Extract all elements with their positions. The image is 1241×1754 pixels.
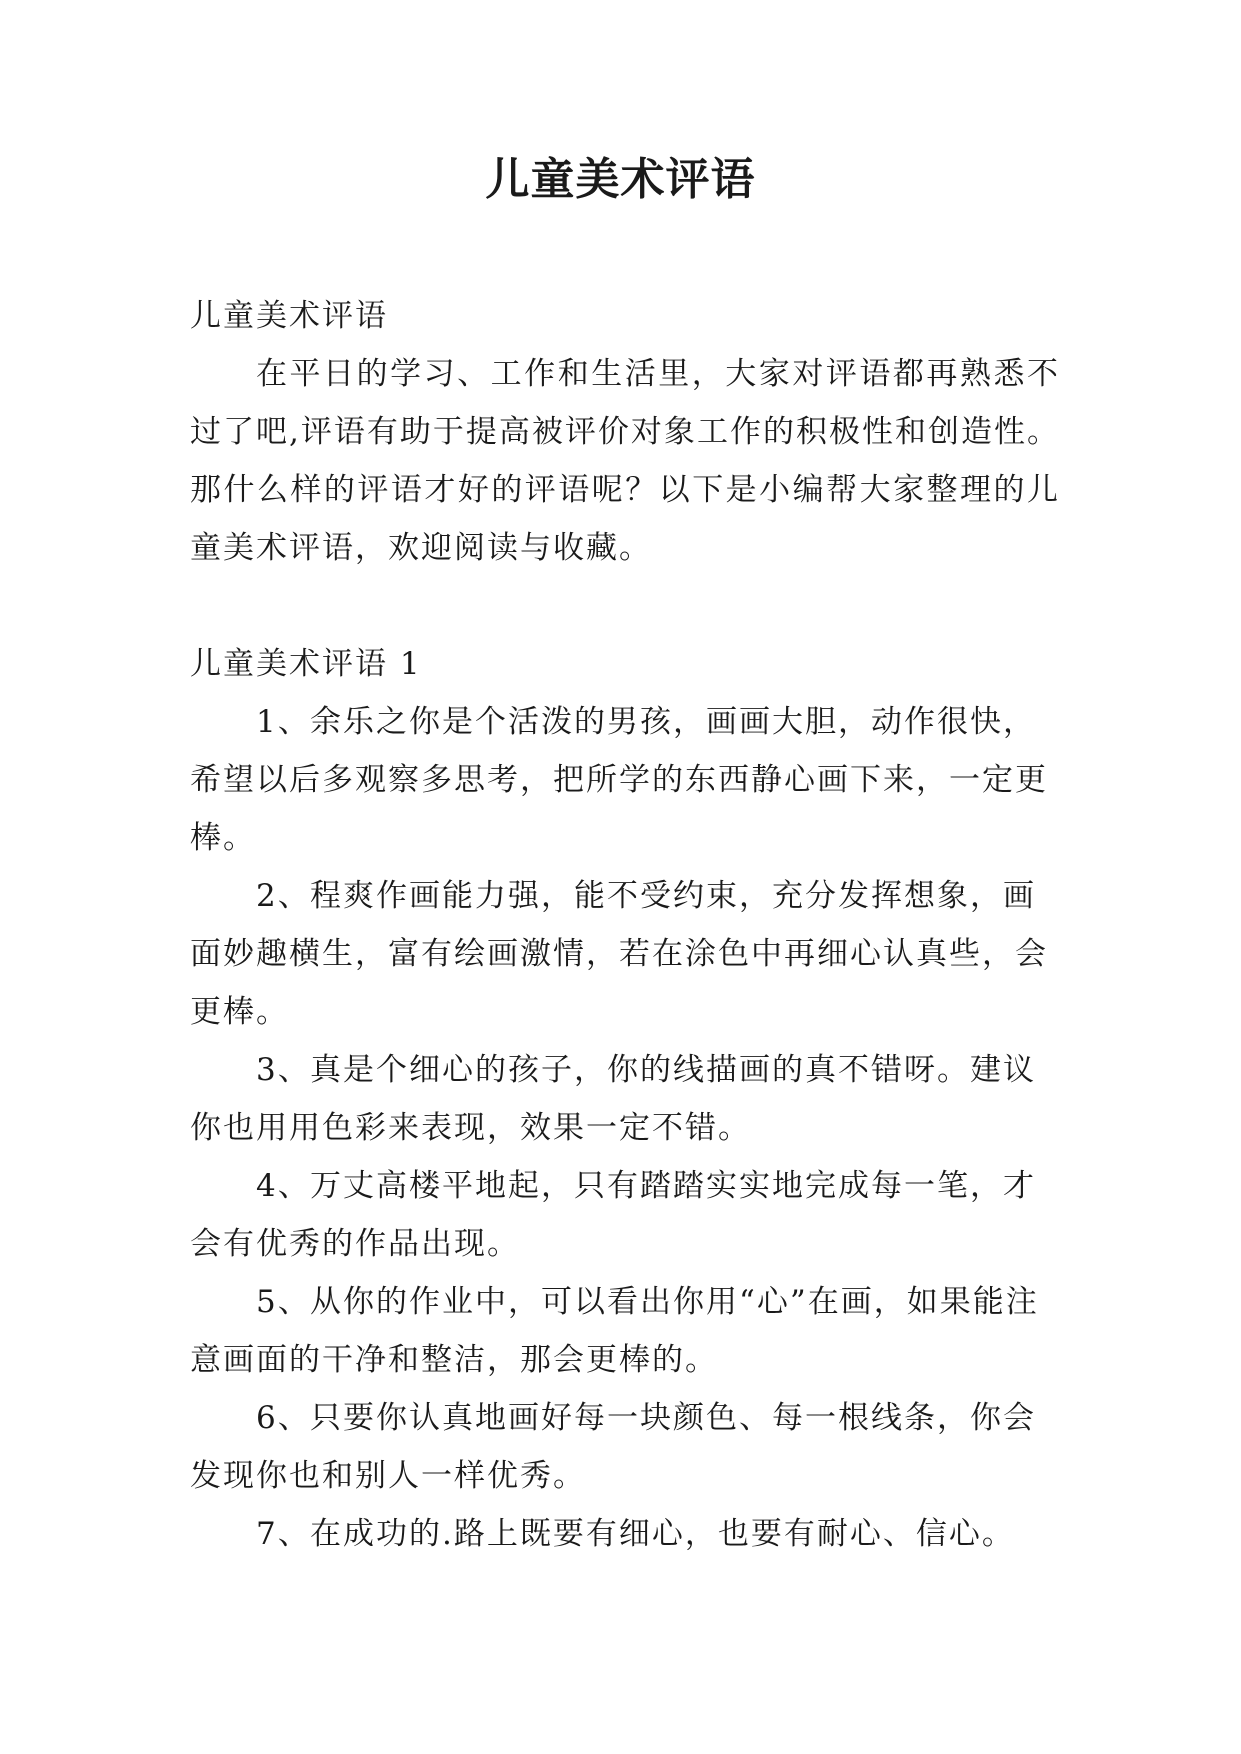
comment-text: 从你的作业中，可以看出你用“心”在画，如果能注意画面的干净和整洁，那会更棒的。 [190,1284,1039,1378]
comment-text: 只要你认真地画好每一块颜色、每一根线条，你会发现你也和别人一样优秀。 [190,1400,1036,1494]
comment-text: 余乐之你是个活泼的男孩，画画大胆，动作很快，希望以后多观察多思考，把所学的东西静心画下来，一定更棒。 [190,704,1048,856]
comment-number: 6、 [256,1400,311,1436]
document-body [190,287,1060,1563]
comment-number: 1、 [256,704,311,740]
intro-paragraph: 在平日的学习、工作和生活里，大家对评语都再熟悉不过了吧,评语有助于提高被评价对象工作的积极性和创造性。那什么样的评语才好的评语呢？以下是小编帮大家整理的儿童美术评语，欢迎阅读与收藏。 [190,356,1060,566]
comment-item [190,693,1060,867]
comment-number: 5、 [256,1284,311,1320]
comment-number: 2、 [256,878,311,914]
comment-item [190,1273,1060,1389]
comment-number: 3、 [256,1052,311,1088]
comment-item [190,867,1060,1041]
comment-text: 真是个细心的孩子，你的线描画的真不错呀。建议你也用用色彩来表现，效果一定不错。 [190,1052,1036,1146]
comment-item [190,1041,1060,1157]
comment-text: 在成功的.路上既要有细心，也要有耐心、信心。 [310,1516,1015,1552]
section-heading: 儿童美术评语 1 [190,646,422,682]
comment-number: 7、 [256,1516,311,1552]
comment-text: 程爽作画能力强，能不受约束，充分发挥想象，画面妙趣横生，富有绘画激情，若在涂色中再细心认真些，会更棒。 [190,878,1048,1030]
comment-item [190,1157,1060,1273]
comment-number: 4、 [256,1168,311,1204]
comment-item [190,1505,1060,1563]
section-spacer [190,577,1060,635]
document-subtitle: 儿童美术评语 [190,298,388,334]
comment-text: 万丈高楼平地起，只有踏踏实实地完成每一笔，才会有优秀的作品出现。 [190,1168,1036,1262]
page-title: 儿童美术评语 [485,154,756,205]
comment-item [190,1389,1060,1505]
